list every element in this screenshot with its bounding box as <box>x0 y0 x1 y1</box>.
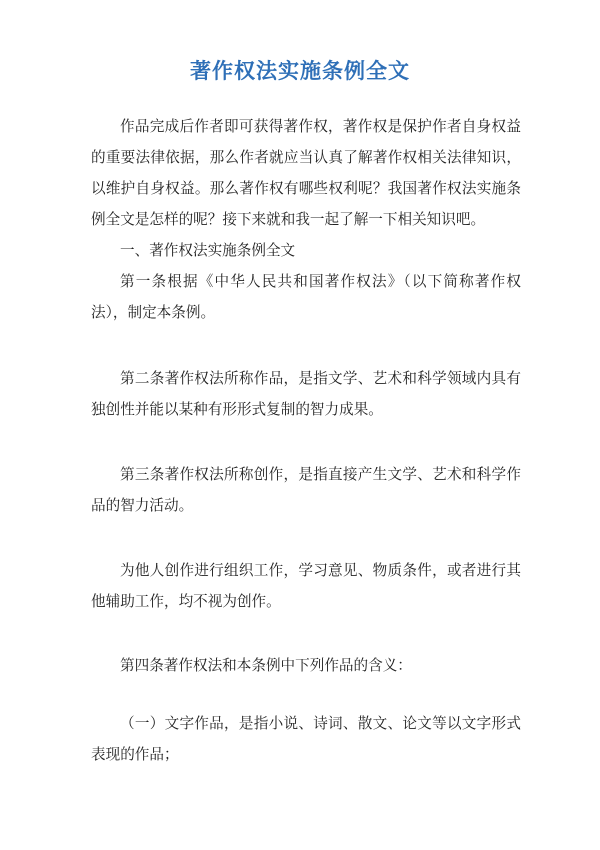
article-paragraph: 第一条根据《中华人民共和国著作权法》（以下简称著作权法），制定本条例。 <box>91 273 521 321</box>
article-paragraph: （一）文字作品，是指小说、诗词、散文、论文等以文字形式表现的作品； <box>91 715 521 763</box>
article-paragraph: 第二条著作权法所称作品，是指文学、艺术和科学领域内具有独创性并能以某种有形形式复制的智力成果。 <box>91 370 521 418</box>
article-paragraph: 第三条著作权法所称创作，是指直接产生文学、艺术和科学作品的智力活动。 <box>91 466 521 514</box>
intro-paragraph: 作品完成后作者即可获得著作权，著作权是保护作者自身权益的重要法律依据，那么作者就应当认真了解著作权相关法律知识，以维护自身权益。那么著作权有哪些权利呢？我国著作权法实施条例全文是怎样的呢？接下来就和我一起了解一下相关知识吧。 <box>91 118 521 228</box>
article-paragraph: 第四条著作权法和本条例中下列作品的含义： <box>120 657 412 674</box>
section-heading: 一、著作权法实施条例全文 <box>120 242 296 259</box>
article-paragraph: 为他人创作进行组织工作，学习意见、物质条件，或者进行其他辅助工作，均不视为创作。 <box>91 562 521 610</box>
document-title: 著作权法实施条例全文 <box>190 59 410 83</box>
